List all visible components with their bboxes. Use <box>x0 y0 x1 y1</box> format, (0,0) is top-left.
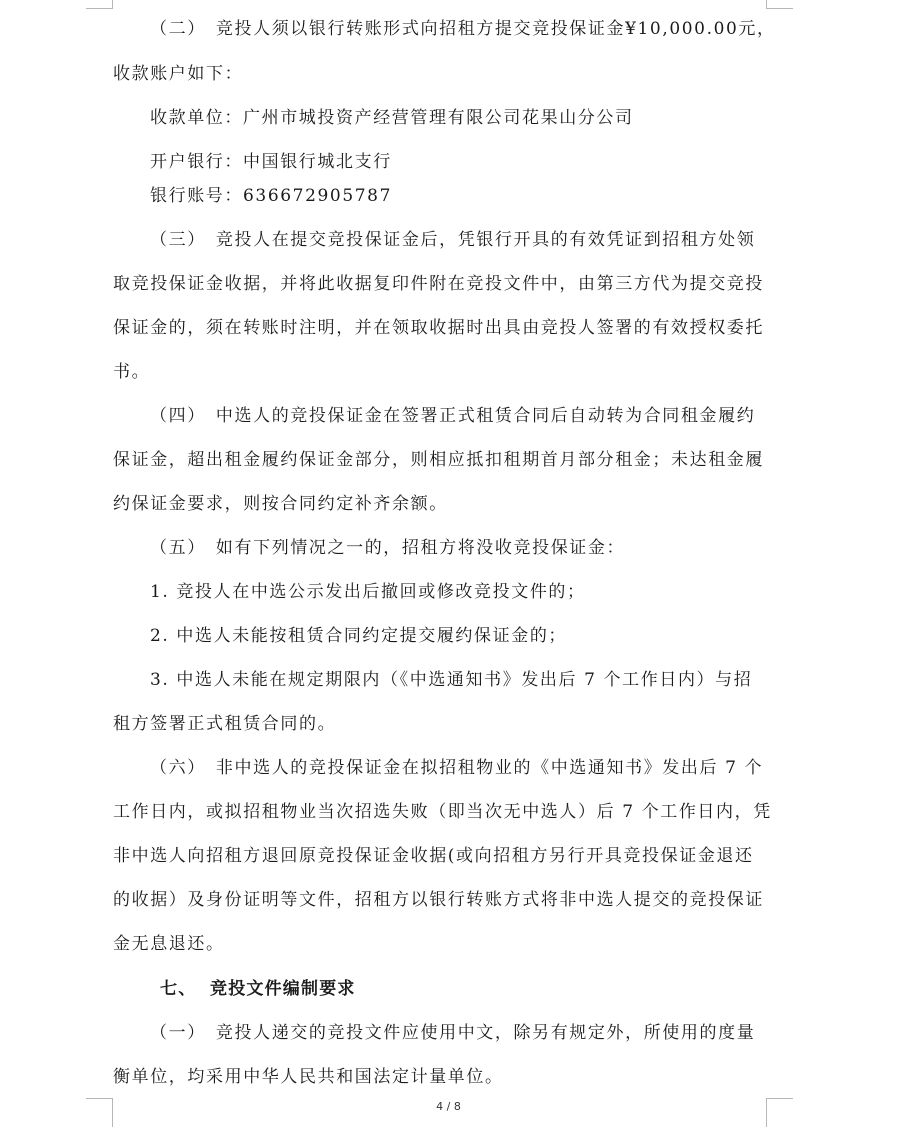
paragraph-line: 保证金的，须在转账时注明，并在领取收据时出具由竞投人签署的有效授权委托 <box>113 318 764 338</box>
account-payee-line: 收款单位：广州市城投资产经营管理有限公司花果山分公司 <box>150 108 634 128</box>
paragraph-line: 租方签署正式租赁合同的。 <box>113 714 337 734</box>
paragraph-line: 衡单位，均采用中华人民共和国法定计量单位。 <box>113 1067 504 1087</box>
paragraph-line: 书。 <box>113 362 151 382</box>
paragraph-line: 金无息退还。 <box>113 934 225 954</box>
paragraph-line: （四） 中选人的竞投保证金在签署正式租赁合同后自动转为合同租金履约 <box>150 406 756 426</box>
paragraph-line: 的收据）及身份证明等文件，招租方以银行转账方式将非中选人提交的竞投保证 <box>113 890 764 910</box>
page-indicator: 4 / 8 <box>436 1100 461 1113</box>
paragraph-line: （三） 竞投人在提交竞投保证金后，凭银行开具的有效凭证到招租方处领 <box>150 230 756 250</box>
section-number: 七、 <box>160 979 197 999</box>
crop-mark-top-left <box>86 0 113 9</box>
section-heading <box>160 978 356 1000</box>
paragraph-line: （五） 如有下列情况之一的，招租方将没收竞投保证金： <box>150 538 626 558</box>
crop-mark-top-right <box>766 0 793 9</box>
paragraph-line: （六） 非中选人的竞投保证金在拟招租物业的《中选通知书》发出后 7 个 <box>150 758 764 778</box>
account-bank-line: 开户银行：中国银行城北支行 <box>150 152 392 172</box>
paragraph-line: （一） 竞投人递交的竞投文件应使用中文，除另有规定外，所使用的度量 <box>150 1023 756 1043</box>
section-title: 竞投文件编制要求 <box>210 979 356 999</box>
list-item: 2. 中选人未能按租赁合同约定提交履约保证金的； <box>150 626 568 646</box>
paragraph-line: 工作日内，或拟招租物业当次招选失败（即当次无中选人）后 7 个工作日内，凭 <box>113 802 772 822</box>
paragraph-line: 非中选人向招租方退回原竞投保证金收据(或向招租方另行开具竞投保证金退还 <box>113 846 754 866</box>
paragraph-line: （二） 竞投人须以银行转账形式向招租方提交竞投保证金¥10,000.00元， <box>150 19 776 39</box>
paragraph-line: 收款账户如下： <box>113 64 244 84</box>
account-number-line: 银行账号：636672905787 <box>150 186 392 206</box>
paragraph-line: 取竞投保证金收据，并将此收据复印件附在竞投文件中，由第三方代为提交竞投 <box>113 274 764 294</box>
paragraph-line: 约保证金要求，则按合同约定补齐余额。 <box>113 494 448 514</box>
list-item: 1. 竞投人在中选公示发出后撤回或修改竞投文件的； <box>150 582 586 602</box>
paragraph-line: 保证金，超出租金履约保证金部分，则相应抵扣租期首月部分租金；未达租金履 <box>113 450 764 470</box>
list-item: 3. 中选人未能在规定期限内（《中选通知书》发出后 7 个工作日内）与招 <box>150 670 753 690</box>
